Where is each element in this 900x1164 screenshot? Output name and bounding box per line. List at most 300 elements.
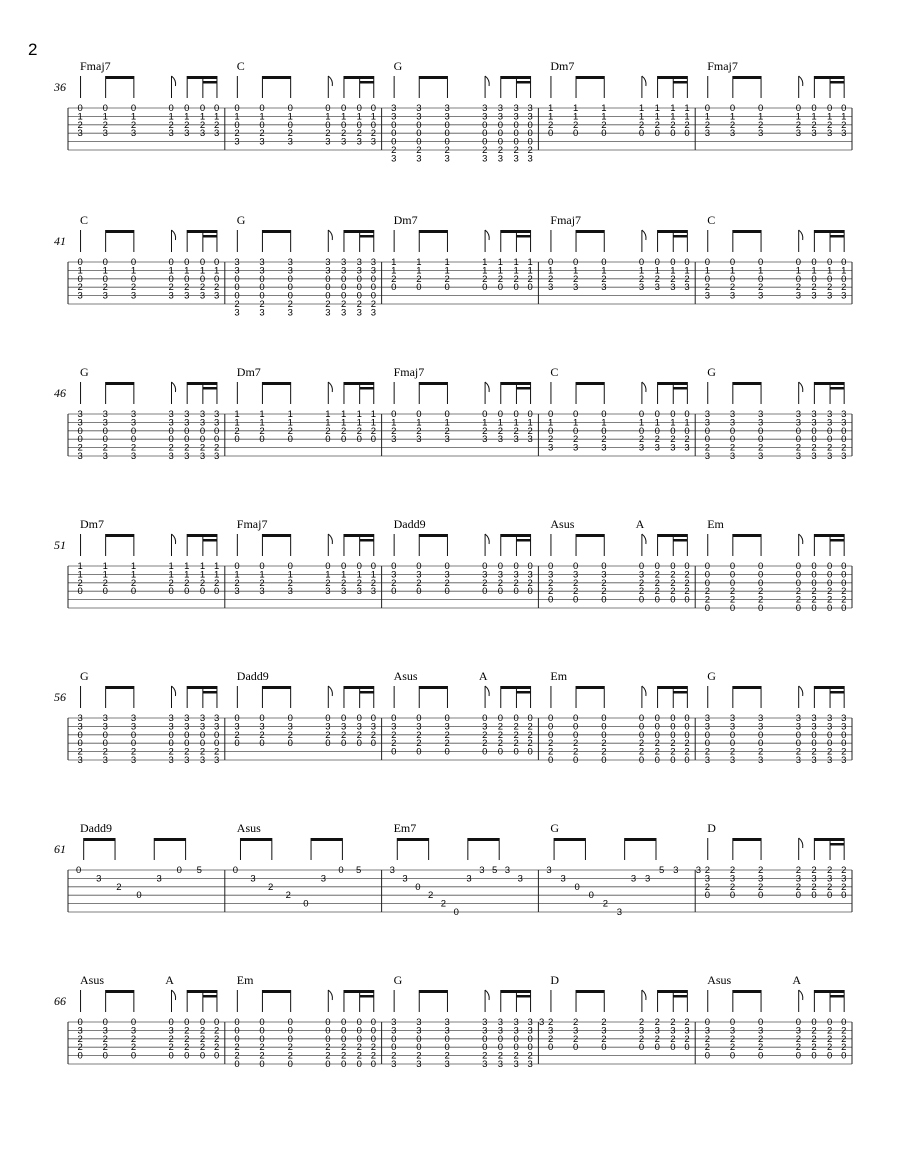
fret-number: 3 [234,307,240,319]
fret-number: 3 [729,873,736,885]
fret-number: 0 [232,865,239,876]
fret-number: 3 [841,755,847,766]
fret-number: 0 [234,119,240,131]
fret-number: 0 [102,257,108,268]
fret-number: 0 [638,561,645,572]
fret-number: 0 [795,561,801,572]
fret-number: 0 [704,1017,711,1028]
fret-number: 3 [416,153,422,165]
fret-number: 2 [370,577,377,589]
fret-number: 2 [325,1042,331,1054]
fret-number: 2 [527,729,533,741]
fret-number: 0 [77,103,83,114]
fret-number: 3 [416,1059,422,1070]
fret-number: 2 [444,273,450,285]
fret-number: 0 [497,128,504,140]
fret-number: 3 [213,721,220,733]
fret-number: 3 [758,721,764,733]
fret-number: 3 [199,417,206,429]
fret-number: 3 [811,713,817,724]
fret-number: 0 [325,119,331,131]
fret-number: 0 [684,128,690,140]
fret-number: 0 [168,273,174,285]
fret-number: 2 [340,1042,347,1054]
fret-number: 0 [199,257,206,268]
note-flag [642,382,646,392]
fret-number: 2 [259,425,265,437]
fret-number: 2 [168,1033,174,1045]
fret-number: 1 [684,111,690,123]
fret-number: 2 [168,442,174,454]
note-beam [516,539,530,542]
fret-number: 3 [416,111,422,123]
note-beam [106,990,134,993]
fret-number: 0 [547,409,554,420]
fret-number: 2 [416,738,422,750]
fret-number: 0 [259,713,265,724]
fret-number: 0 [527,1042,533,1054]
fret-number: 2 [811,119,817,131]
fret-number: 3 [497,103,504,114]
fret-number: 0 [287,119,293,131]
fret-number: 1 [654,103,660,114]
fret-number: 0 [482,586,488,598]
note-beam [830,81,844,84]
fret-number: 0 [356,119,362,131]
fret-number: 3 [795,1025,801,1037]
fret-number: 2 [704,881,711,893]
fret-number: 2 [130,282,137,294]
note-beam [262,76,290,79]
fret-number: 2 [259,1042,265,1054]
fret-number: 2 [259,299,265,310]
fret-number: 3 [77,713,83,724]
fret-number: 0 [234,103,240,114]
fret-number: 2 [268,881,274,893]
note-beam [673,387,687,390]
fret-number: 0 [684,594,690,606]
note-beam [658,534,688,537]
fret-number: 1 [795,265,801,277]
fret-number: 3 [184,451,190,462]
grace-note-fret: 3 [695,865,702,876]
fret-number: 0 [601,1042,607,1054]
fret-number: 2 [795,119,801,131]
fret-number: 0 [356,1025,362,1037]
fret-number: 2 [213,577,220,589]
fret-number: 3 [102,721,108,733]
fret-number: 0 [184,425,190,437]
fret-number: 1 [527,265,533,277]
fret-number: 3 [547,1025,554,1037]
note-beam [419,990,447,993]
fret-number: 2 [340,729,347,741]
note-beam [262,230,290,233]
fret-number: 2 [841,282,847,294]
fret-number: 0 [356,713,362,724]
fret-number: 0 [513,561,519,572]
fret-number: 0 [184,586,190,598]
fret-number: 2 [213,442,220,454]
fret-number: 0 [416,561,422,572]
fret-number: 1 [184,561,190,572]
fret-number: 3 [729,713,736,724]
fret-number: 0 [176,865,182,876]
fret-number: 1 [168,265,174,277]
fret-number: 0 [758,603,764,614]
fret-number: 1 [547,103,554,114]
fret-number: 2 [234,425,240,437]
fret-number: 2 [77,577,83,589]
fret-number: 3 [670,1025,676,1037]
fret-number: 3 [497,111,504,123]
fret-number: 3 [827,451,833,462]
note-flag [485,686,489,696]
fret-number: 1 [758,265,764,277]
grace-note-fret: 3 [538,1017,545,1028]
fret-number: 3 [841,128,847,140]
fret-number: 1 [654,265,660,277]
fret-number: 2 [827,1042,833,1054]
fret-number: 2 [287,128,293,140]
fret-number: 3 [527,569,533,581]
fret-number: 2 [102,577,108,589]
fret-number: 0 [729,425,736,437]
fret-number: 3 [259,136,265,148]
fret-number: 0 [684,561,690,572]
fret-number: 3 [841,873,847,885]
fret-number: 0 [795,729,801,741]
fret-number: 1 [102,265,108,277]
fret-number: 0 [199,425,206,437]
fret-number: 3 [168,721,174,733]
fret-number: 2 [827,746,833,758]
fret-number: 0 [77,257,83,268]
fret-number: 1 [527,417,533,429]
fret-number: 2 [444,729,450,741]
fret-number: 3 [684,442,690,454]
fret-number: 2 [340,299,347,310]
fret-number: 0 [811,1050,817,1062]
fret-number: 0 [811,257,817,268]
tab-system [54,973,852,1070]
fret-number: 3 [340,265,347,277]
fret-number: 0 [704,577,711,589]
fret-number: 0 [811,890,817,902]
chord-symbol: A [478,669,488,683]
note-flag [171,230,175,240]
fret-number: 2 [130,1042,137,1054]
fret-number: 2 [356,128,362,140]
fret-number: 3 [77,1025,83,1037]
note-beam [187,382,217,385]
fret-number: 3 [259,721,265,733]
fret-number: 0 [370,290,377,302]
fret-number: 0 [684,257,690,268]
fret-number: 2 [391,729,397,741]
fret-number: 3 [654,442,660,454]
fret-number: 2 [729,594,736,606]
fret-number: 2 [234,299,240,310]
fret-number: 0 [654,713,660,724]
chord-symbol: Fmaj7 [393,365,425,379]
fret-number: 3 [259,257,265,268]
fret-number: 2 [729,1042,736,1054]
fret-number: 2 [684,569,690,581]
note-flag [171,990,175,1000]
fret-number: 1 [573,103,579,114]
fret-number: 3 [497,569,504,581]
fret-number: 0 [497,1042,504,1054]
fret-number: 2 [168,1042,174,1054]
note-beam [501,686,531,689]
note-flag [642,230,646,240]
fret-number: 0 [513,713,519,724]
fret-number: 0 [827,1017,833,1028]
note-beam [106,382,134,385]
fret-number: 2 [325,128,331,140]
fret-number: 2 [758,1033,764,1045]
fret-number: 1 [77,569,83,581]
fret-number: 1 [356,409,362,420]
fret-number: 3 [416,721,422,733]
fret-number: 2 [259,729,265,741]
note-beam [733,76,761,79]
fret-number: 0 [758,1017,764,1028]
fret-number: 2 [795,1033,801,1045]
fret-number: 0 [841,569,847,581]
fret-number: 2 [638,577,645,589]
chord-symbol: Fmaj7 [80,59,111,73]
fret-number: 0 [758,434,764,446]
fret-number: 2 [213,282,220,294]
fret-number: 2 [547,746,554,758]
fret-number: 0 [444,1033,450,1045]
fret-number: 3 [391,1017,397,1028]
fret-number: 0 [704,890,711,902]
fret-number: 3 [199,290,206,302]
fret-number: 0 [684,409,690,420]
note-beam [419,686,447,689]
fret-number: 3 [213,128,220,140]
fret-number: 3 [356,307,362,319]
fret-number: 0 [199,434,206,446]
fret-number: 3 [234,257,240,268]
fret-number: 1 [638,265,645,277]
fret-number: 2 [684,738,690,750]
fret-number: 5 [196,865,202,876]
fret-number: 3 [601,282,607,294]
fret-number: 2 [573,1033,579,1045]
fret-number: 0 [77,729,83,741]
fret-number: 0 [795,1050,801,1062]
fret-number: 2 [684,273,690,285]
fret-number: 0 [497,713,504,724]
note-beam [262,534,290,537]
fret-number: 2 [601,586,607,598]
fret-number: 0 [184,1017,190,1028]
fret-number: 0 [482,1042,488,1054]
fret-number: 1 [370,409,377,420]
fret-number: 0 [729,257,736,268]
note-flag [328,990,332,1000]
fret-number: 2 [573,586,579,598]
fret-number: 0 [841,273,847,285]
fret-number: 0 [168,729,174,741]
tab-system [54,213,852,318]
fret-number: 2 [795,442,801,454]
fret-number: 2 [497,729,504,741]
fret-number: 0 [130,273,137,285]
fret-number: 3 [504,865,511,876]
fret-number: 2 [827,119,833,131]
fret-number: 2 [827,442,833,454]
fret-number: 0 [259,1033,265,1045]
fret-number: 1 [199,569,206,581]
note-beam [516,691,530,694]
fret-number: 3 [601,1025,607,1037]
fret-number: 3 [199,721,206,733]
fret-number: 3 [513,1059,519,1070]
note-beam [658,230,688,233]
fret-number: 2 [704,442,711,454]
fret-number: 2 [729,881,736,893]
fret-number: 2 [199,1033,206,1045]
note-beam [814,382,844,385]
chord-symbol: A [635,517,645,531]
fret-number: 0 [758,1050,764,1062]
fret-number: 0 [638,257,645,268]
fret-number: 1 [811,111,817,123]
fret-number: 0 [811,425,817,437]
fret-number: 0 [325,713,331,724]
note-flag [485,230,489,240]
fret-number: 0 [184,103,190,114]
fret-number: 0 [453,907,459,918]
fret-number: 3 [758,409,764,420]
fret-number: 1 [513,257,519,268]
note-beam [814,230,844,233]
chord-symbol: G [550,821,560,835]
fret-number: 1 [184,265,190,277]
fret-number: 0 [638,1042,645,1054]
fret-number: 3 [513,1017,519,1028]
fret-number: 0 [199,729,206,741]
fret-number: 0 [259,1025,265,1037]
fret-number: 0 [259,434,265,446]
fret-number: 1 [234,569,240,581]
chord-symbol: Asus [550,517,575,531]
fret-number: 2 [168,577,174,589]
fret-number: 1 [547,111,554,123]
fret-number: 1 [547,265,554,277]
fret-number: 0 [287,1033,293,1045]
fret-number: 0 [704,1050,711,1062]
fret-number: 2 [213,1033,220,1045]
fret-number: 2 [285,890,291,902]
note-beam [501,382,531,385]
fret-number: 0 [638,128,645,140]
fret-number: 3 [168,417,174,429]
fret-number: 1 [573,111,579,123]
fret-number: 3 [77,755,83,766]
fret-number: 0 [234,282,240,294]
fret-number: 2 [416,729,422,741]
fret-number: 0 [325,1017,331,1028]
fret-number: 2 [416,577,422,589]
fret-number: 1 [497,417,504,429]
fret-number: 0 [391,409,397,420]
note-beam [187,230,217,233]
fret-number: 3 [234,721,240,733]
fret-number: 2 [573,738,579,750]
fret-number: 2 [654,586,660,598]
fret-number: 0 [102,434,108,446]
fret-number: 0 [497,136,504,148]
fret-number: 3 [340,721,347,733]
fret-number: 0 [601,594,607,606]
fret-number: 1 [259,417,265,429]
fret-number: 2 [841,1025,847,1037]
fret-number: 3 [758,1025,764,1037]
fret-number: 0 [527,119,533,131]
fret-number: 2 [670,738,676,750]
fret-number: 2 [547,119,554,131]
fret-number: 2 [391,145,397,156]
note-flag [171,534,175,544]
fret-number: 0 [811,603,817,614]
fret-number: 0 [601,561,607,572]
fret-number: 0 [287,1017,293,1028]
fret-number: 2 [199,577,206,589]
fret-number: 0 [795,738,801,750]
fret-number: 0 [259,561,265,572]
fret-number: 0 [704,603,711,614]
fret-number: 2 [444,425,450,437]
fret-number: 0 [416,746,422,758]
fret-number: 1 [356,111,362,123]
fret-number: 3 [213,417,220,429]
fret-number: 0 [482,713,488,724]
fret-number: 2 [391,1050,397,1062]
fret-number: 2 [601,1017,607,1028]
chord-symbol: Asus [80,973,105,987]
fret-number: 0 [547,594,554,606]
fret-number: 0 [601,409,607,420]
fret-number: 0 [513,409,519,420]
fret-number: 1 [340,409,347,420]
fret-number: 0 [416,128,422,140]
fret-number: 2 [482,738,488,750]
fret-number: 0 [370,561,377,572]
fret-number: 0 [287,273,293,285]
fret-number: 2 [102,119,108,131]
note-beam [830,387,844,390]
note-beam [554,838,585,841]
note-beam [203,539,217,542]
fret-number: 0 [827,103,833,114]
fret-number: 1 [340,111,347,123]
fret-number: 0 [199,586,206,598]
fret-number: 2 [391,273,397,285]
fret-number: 2 [416,273,422,285]
fret-number: 3 [184,721,190,733]
fret-number: 1 [259,111,265,123]
fret-number: 3 [325,307,331,319]
fret-number: 0 [588,890,594,902]
fret-number: 3 [416,569,422,581]
fret-number: 3 [370,307,377,319]
